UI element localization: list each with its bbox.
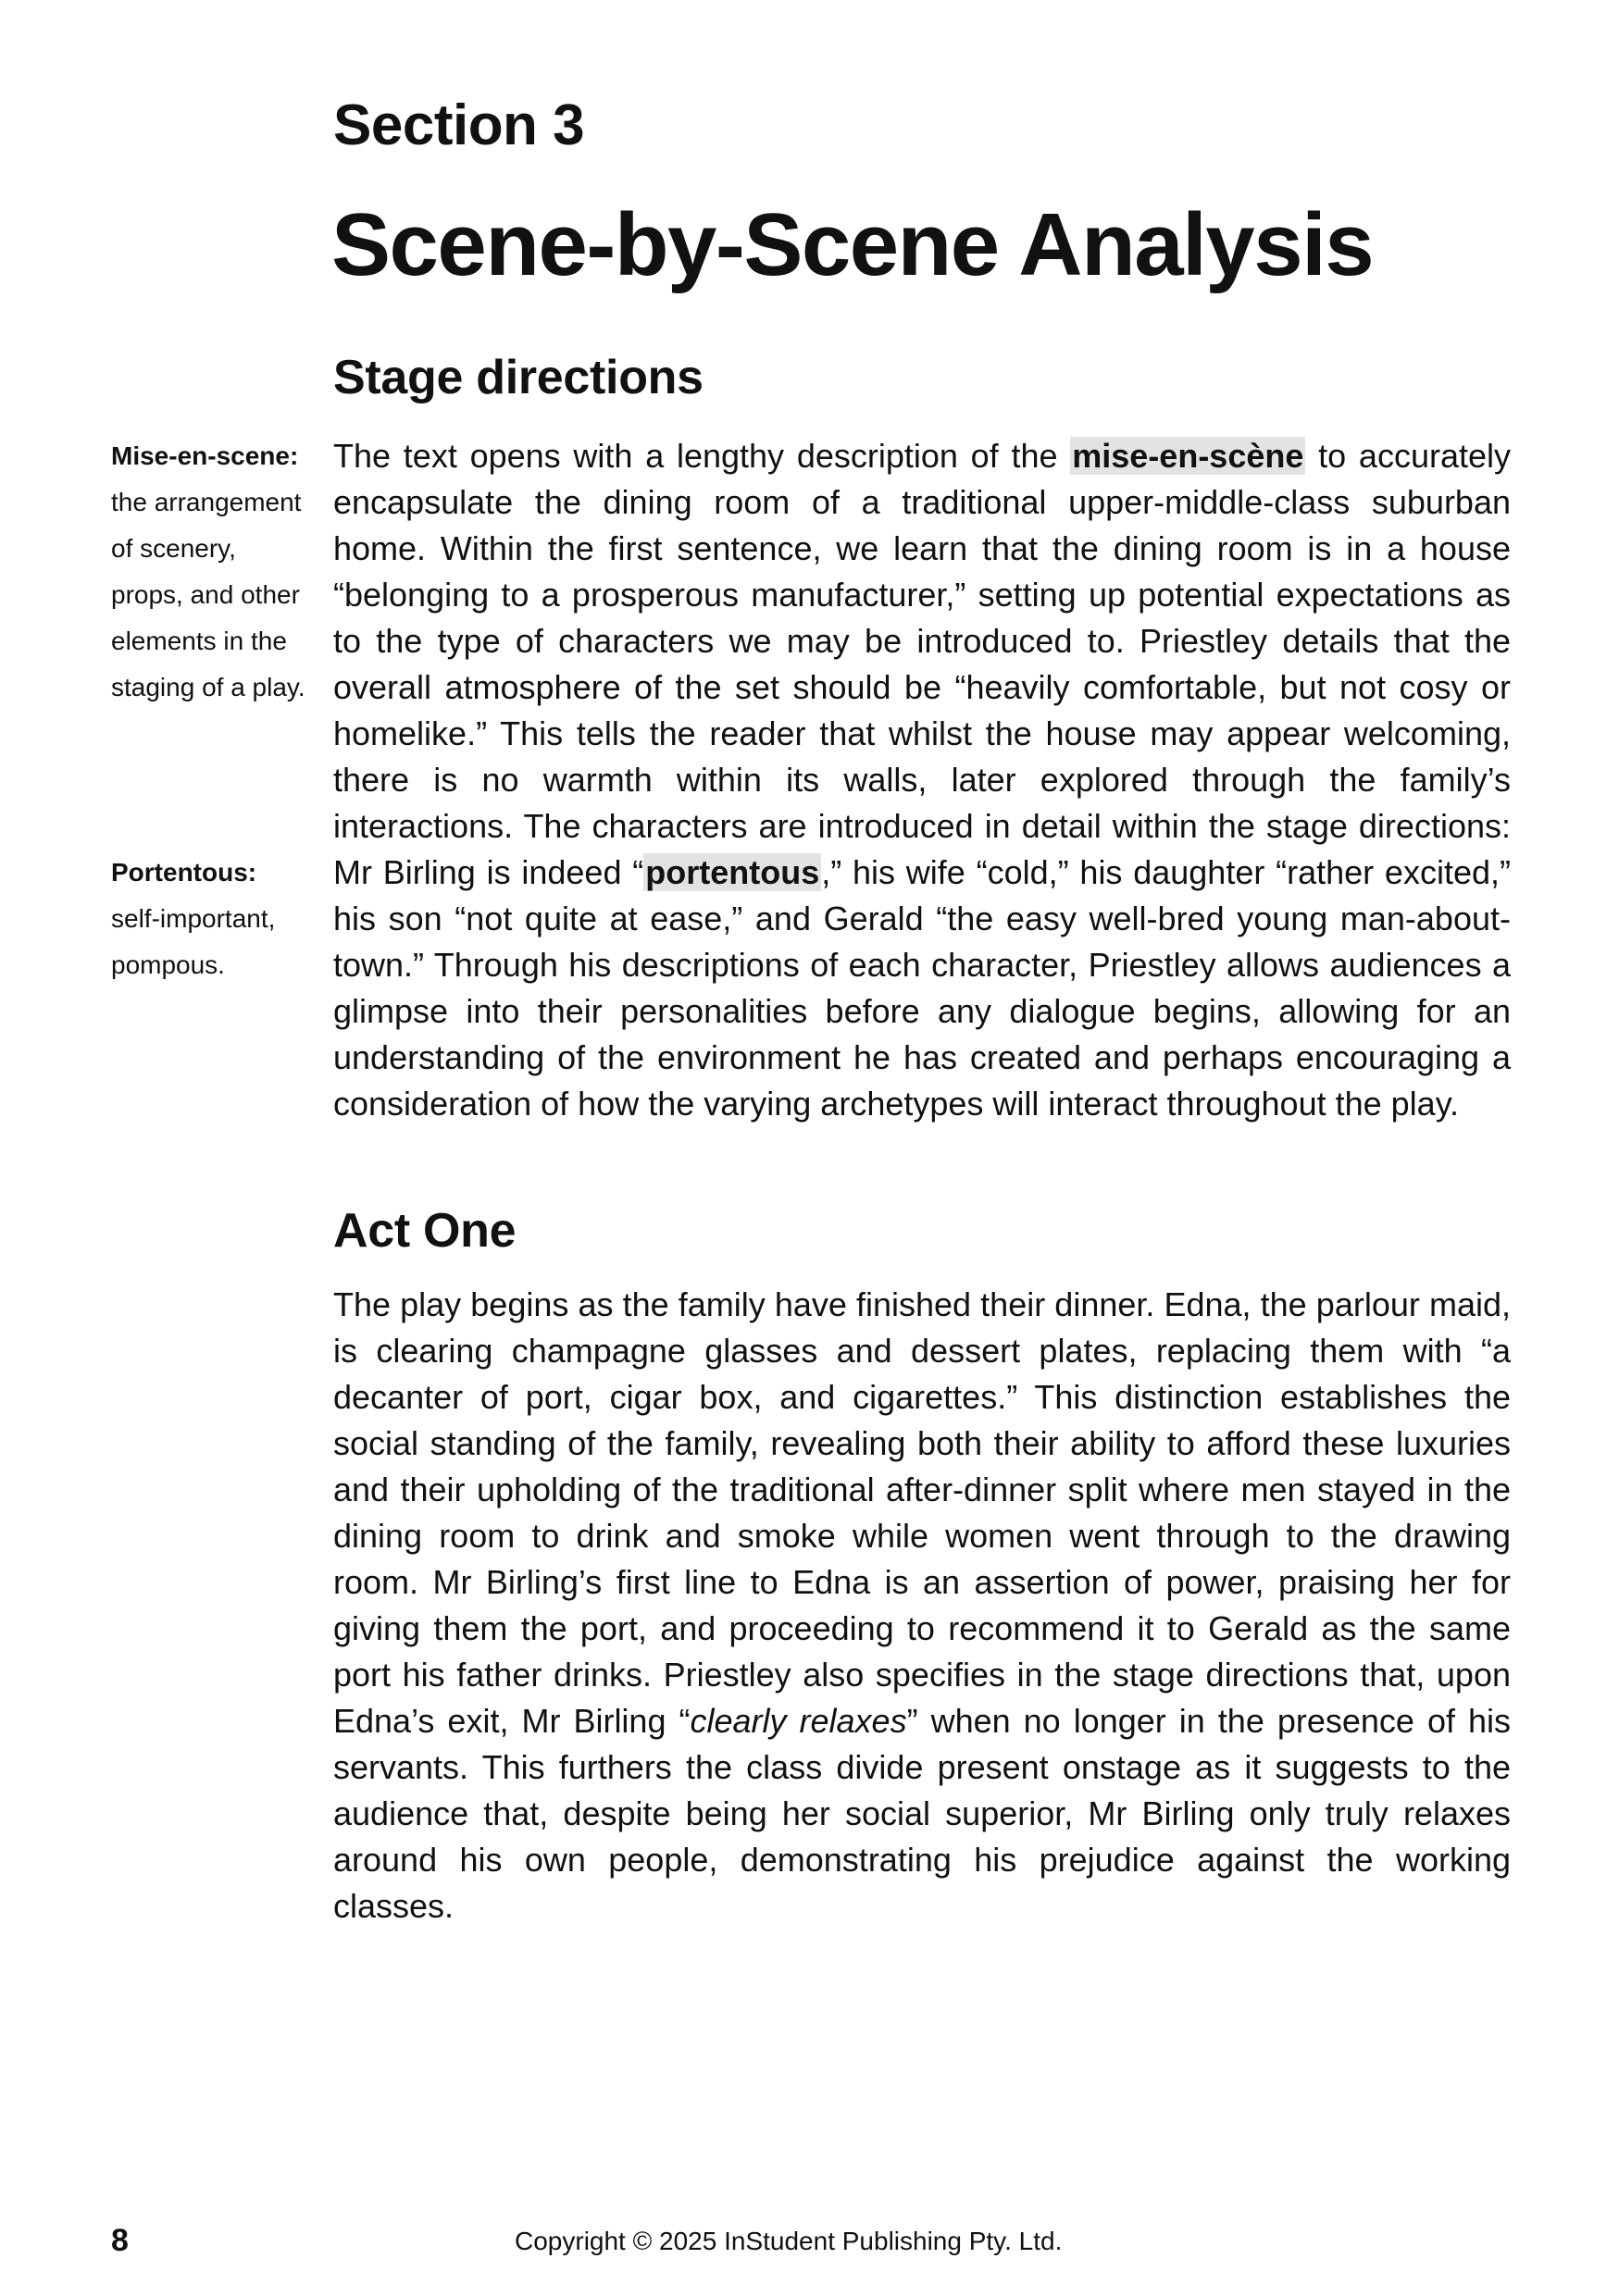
glossary-definition: the arrangement of scenery, props, and other elements in the staging of a play. <box>111 488 305 701</box>
act-one-heading: Act One <box>333 1204 517 1258</box>
glossary-term: Portentous: <box>111 858 257 887</box>
page-title: Scene-by-Scene Analysis <box>331 195 1374 294</box>
section-label: Section 3 <box>333 93 585 157</box>
copyright-notice: Copyright © 2025 InStudent Publishing Pty. Ltd. <box>515 2227 1063 2255</box>
act-one-paragraph <box>333 1282 1511 1930</box>
glossary-note-portentous <box>111 850 310 988</box>
highlighted-term-portentous: portentous <box>645 853 820 891</box>
text-run: to accurately encapsulate the dining room of a traditional upper-middle-class suburban home. Within the first sentence, we learn that the dining room is in a house “belonging to a prosperous manufacturer,” setting up potential expectations as to the type of characters we may be introduced to. Priestley details that the overall atmosphere of the set should be “heavily comfortable, but not cosy or homelike.” This tells the reader that whilst the house may appear welcoming, there is no warmth within its walls, later explored through the family’s interactions. The characters are introduced in detail within the stage directions: Mr Birling is indeed “ <box>333 437 1512 891</box>
stage-directions-heading: Stage directions <box>333 351 704 404</box>
stage-directions-paragraph <box>333 433 1511 1127</box>
text-run: ,” his wife “cold,” his daughter “rather excited,” his son “not quite at ease,” and Gerald “the easy well-bred young man-about-town.” Through his descriptions of each character, Priestley allows audiences a glimpse into their personalities before any dialogue begins, allowing for an understanding of the environment he has created and perhaps encouraging a consideration of how the varying archetypes will interact throughout the play. <box>333 853 1511 1123</box>
glossary-note-mise-en-scene <box>111 433 310 711</box>
italic-quote: clearly relaxes <box>690 1702 907 1740</box>
page-number: 8 <box>111 2223 129 2258</box>
glossary-definition: self-important, pompous. <box>111 904 276 979</box>
glossary-term: Mise-en-scene: <box>111 441 299 470</box>
text-run: The text opens with a lengthy description of the <box>333 437 1071 475</box>
highlighted-term-mise-en-scene: mise-en-scène <box>1072 437 1304 475</box>
text-run: ” when no longer in the presence of his servants. This furthers the class divide present onstage as it suggests to the audience that, despite being her social superior, Mr Birling only truly relaxes around his own people, demonstrating his prejudice against the working classes. <box>333 1702 1511 1925</box>
text-run: The play begins as the family have finished their dinner. Edna, the parlour maid, is clearing champagne glasses and dessert plates, replacing them with “a decanter of port, cigar box, and cigarettes.” This distinction establishes the social standing of the family, revealing both their ability to afford these luxuries and their upholding of the traditional after-dinner split where men stayed in the dining room to drink and smoke while women went through to the drawing room. Mr Birling’s first line to Edna is an assertion of power, praising her for giving them the port, and proceeding to recommend it to Gerald as the same port his father drinks. Priestley also specifies in the stage directions that, upon Edna’s exit, Mr Birling “ <box>333 1285 1511 1740</box>
